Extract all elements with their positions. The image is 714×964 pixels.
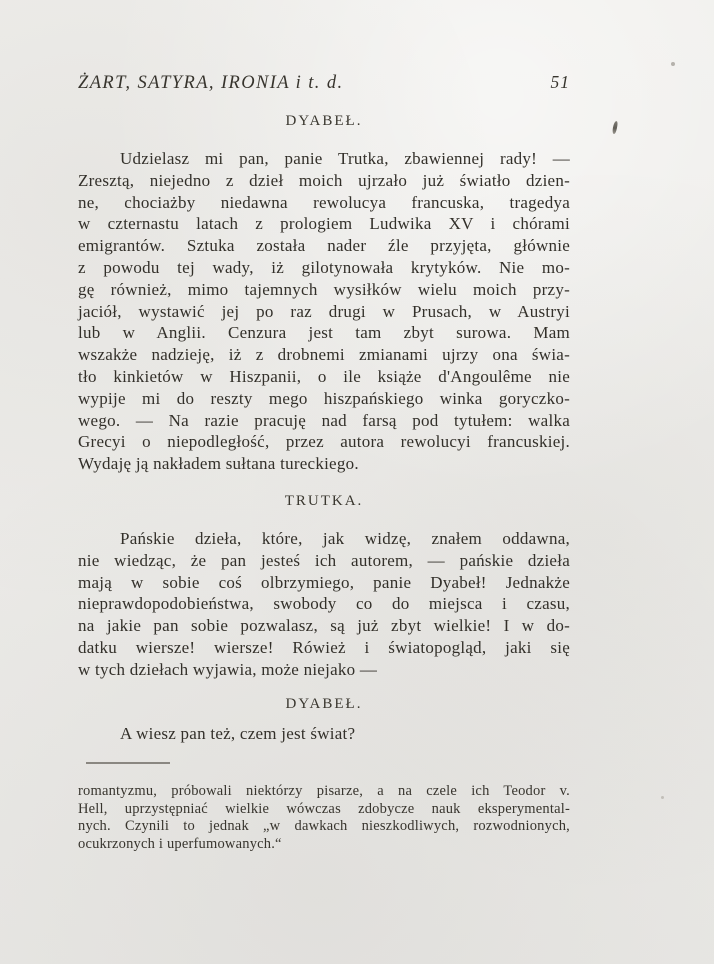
text-line: mają w sobie coś olbrzymiego, panie Dyabeł! Jednakże xyxy=(78,572,570,592)
text-line: tło kinkietów w Hiszpanii, o ile książe d'Angoulême nie xyxy=(78,366,570,386)
text-line: emigrantów. Sztuka została nader źle przyjęta, głównie xyxy=(78,236,570,256)
dialogue-paragraph-dyabel-1 xyxy=(78,148,570,475)
page-number: 51 xyxy=(550,72,570,92)
text-line: datku wiersze! wiersze! Rówież i światopogląd, jaki się xyxy=(78,637,570,657)
text-line: ne, chociażby niedawna rewolucya francuska, tragedya xyxy=(78,192,570,212)
text-line: Zresztą, niejedno z dzieł moich ujrzało już światło dzien- xyxy=(78,170,570,190)
speaker-heading-dyabel-2: DYABEŁ. xyxy=(285,696,363,712)
speaker-heading-dyabel-1: DYABEŁ. xyxy=(285,113,363,129)
text-line: romantyzmu, próbowali niektórzy pisarze, a na czele ich Teodor v. xyxy=(78,783,570,799)
speaker-heading-trutka: TRUTKA. xyxy=(284,493,364,509)
text-line: na jakie pan sobie pozwalasz, są już zbyt wielkie! I w do- xyxy=(78,616,570,636)
scan-speck-icon xyxy=(671,62,675,66)
text-line: z powodu tej wady, iż gilotynowała krytyków. Nie mo- xyxy=(78,257,570,277)
dialogue-paragraph-trutka xyxy=(78,528,570,681)
scan-speck-icon xyxy=(661,796,664,799)
text-line: gę również, mimo tajemnych wysiłków wielu moich przy- xyxy=(78,279,570,299)
footnote-text xyxy=(78,783,570,853)
running-header-title: ŻART, SATYRA, IRONIA i t. d. xyxy=(78,73,344,93)
running-header xyxy=(78,72,570,94)
text-line: A wiesz pan też, czem jest świat? xyxy=(120,724,356,743)
text-line: nie wiedząc, że pan jesteś ich autorem, — pańskie dzieła xyxy=(78,550,570,570)
text-line: w czternastu latach z prologiem Ludwika XV i chórami xyxy=(78,214,570,234)
footnote-separator-rule xyxy=(86,762,170,764)
text-line: lub w Anglii. Cenzura jest tam zbyt surowa. Mam xyxy=(78,323,570,343)
text-line: nieprawdopodobieństwa, swobody co do miejsca i czasu, xyxy=(78,594,570,614)
text-line: ocukrzonych i uperfumowanych.“ xyxy=(78,835,282,852)
text-line: Udzielasz mi pan, panie Trutka, zbawiennej rady! — xyxy=(120,149,570,168)
text-line: w tych dziełach wyjawia, może niejako — xyxy=(78,659,378,679)
text-line: nych. Czynili to jednak „w dawkach nieszkodliwych, rozwodnionych, xyxy=(78,818,570,835)
text-line: Grecyi o niepodległość, przez autora rewolucyi francuskiej. xyxy=(78,432,570,452)
text-line: wypije mi do reszty mego hiszpańskiego winka goryczko- xyxy=(78,388,570,408)
ink-blemish-mark xyxy=(612,121,618,134)
text-line: jaciół, wystawić jej po raz drugi w Prusach, w Austryi xyxy=(78,301,570,321)
text-line: Pańskie dzieła, które, jak widzę, znałem oddawna, xyxy=(120,529,570,548)
dialogue-paragraph-dyabel-2 xyxy=(78,723,570,745)
text-line: Wydaję ją nakładem sułtana tureckiego. xyxy=(78,454,359,474)
text-line: wego. — Na razie pracuję nad farsą pod tytułem: walka xyxy=(78,410,570,430)
text-line: Hell, uprzystępniać wielkie wówczas zdobycze nauk eksperymental- xyxy=(78,800,570,817)
text-line: wszakże nadzieję, iż z drobnemi zmianami ujrzy ona świa- xyxy=(78,345,570,365)
